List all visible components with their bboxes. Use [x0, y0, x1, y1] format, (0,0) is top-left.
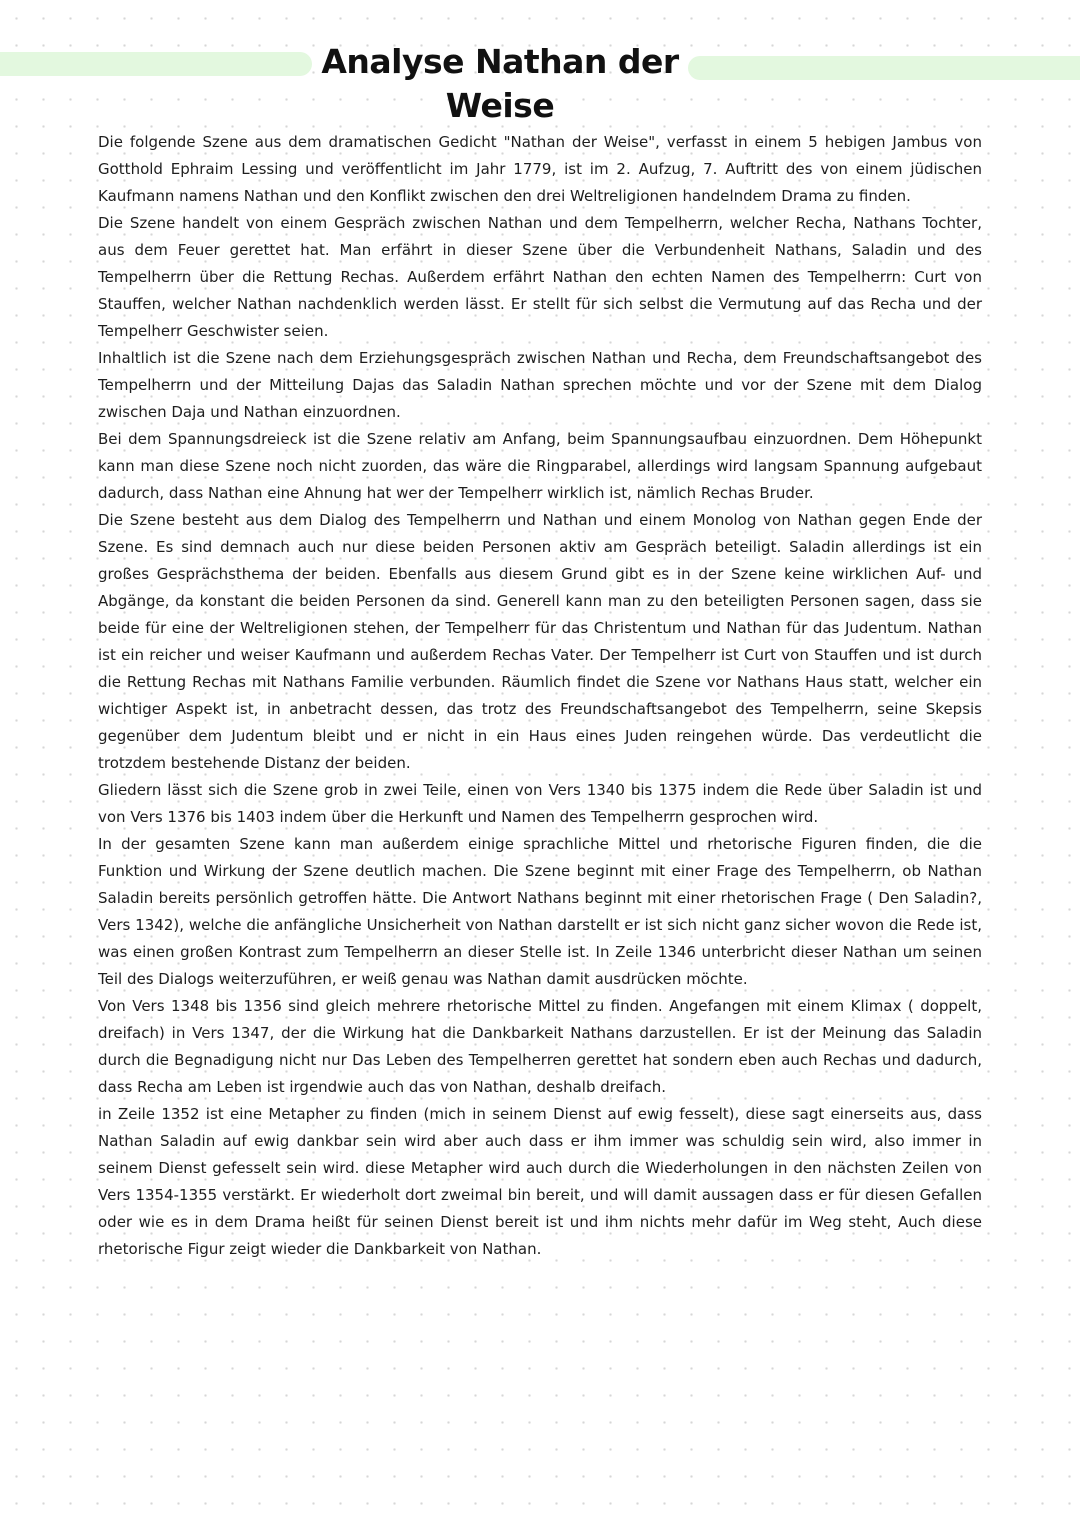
paragraph-rhetoric: In der gesamten Szene kann man außerdem einige sprachliche Mittel und rhetorische Figuren finden, die die Funktion und Wirkung der Szene deutlich machen. Die Szene beginnt mit einer Frage des Tempelherrn, ob Nathan Saladin bereits persönlich getroffen hätte. Die Antwort Nathans beginnt mit einer rhetorischen Frage ( Den Saladin?, Vers 1342), welche die anfängliche Unsicherheit von Nathan darstellt er ist sich nicht ganz sicher wovon die Rede ist, was einen großen Kontrast zum Tempelherrn an dieser Stelle ist. In Zeile 1346 unterbricht dieser Nathan um seinen Teil des Dialogs weiterzuführen, er weiß genau was Nathan damit ausdrücken möchte. [98, 835, 982, 988]
paragraph-introduction: Die folgende Szene aus dem dramatischen Gedicht "Nathan der Weise", verfasst in einem 5 hebigen Jambus von Gotthold Ephraim Lessing und veröffentlicht im Jahr 1779, ist im 2. Aufzug, 7. Auftritt des von einem jüdischen Kaufmann namens Nathan und den Konflikt zwischen den drei Weltreligionen handelndem Drama zu finden. [98, 133, 982, 205]
title-highlight-left [0, 52, 312, 76]
paragraph-characters: Die Szene besteht aus dem Dialog des Tempelherrn und Nathan und einem Monolog von Nathan gegen Ende der Szene. Es sind demnach auch nur diese beiden Personen aktiv am Gespräch beteiligt. Saladin allerdings ist ein großes Gesprächsthema der beiden. Ebenfalls aus diesem Grund gibt es in der Szene keine wirklichen Auf- und Abgänge, da konstant die beiden Personen da sind. Generell kann man zu den beteiligten Personen sagen, dass sie beide für eine der Weltreligionen stehen, der Tempelherr für das Christentum und Nathan für das Judentum. Nathan ist ein reicher und weiser Kaufmann und außerdem Rechas Vater. Der Tempelherr ist Curt von Stauffen und ist durch die Rettung Rechas mit Nathans Familie verbunden. Räumlich findet die Szene vor Nathans Haus statt, welcher ein wichtiger Aspekt ist, in anbetracht dessen, das trotz des Freundschaftsangebot des Tempelherrn, seine Skepsis gegenüber dem Judentum bleibt und er nicht in ein Haus eines Juden reingehen würde. Das verdeutlicht die trotzdem bestehende Distanz der beiden. [98, 511, 982, 772]
page-title: Analyse Nathan der Weise [321, 42, 679, 125]
title-banner [0, 40, 1080, 125]
paragraph-tension: Bei dem Spannungsdreieck ist die Szene relativ am Anfang, beim Spannungsaufbau einzuordnen. Dem Höhepunkt kann man diese Szene noch nicht zuorden, das wäre die Ringparabel, allerdings wird langsam Spannung aufgebaut dadurch, dass Nathan eine Ahnung hat wer der Tempelherr wirklich ist, nämlich Rechas Bruder. [98, 430, 982, 502]
paragraph-summary: Die Szene handelt von einem Gespräch zwischen Nathan und dem Tempelherrn, welcher Recha, Nathans Tochter, aus dem Feuer gerettet hat. Man erfährt in dieser Szene über die Verbundenheit Nathans, Saladin und des Tempelherrn über die Rettung Rechas. Außerdem erfährt Nathan den echten Namen des Tempelherrn: Curt von Stauffen, welcher Nathan nachdenklich werden lässt. Er stellt für sich selbst die Vermutung auf das Recha und der Tempelherr Geschwister seien. [98, 214, 982, 340]
paragraph-context: Inhaltlich ist die Szene nach dem Erziehungsgespräch zwischen Nathan und Recha, dem Freundschaftsangebot des Tempelherrn und der Mitteilung Dajas das Saladin Nathan sprechen möchte und vor der Szene mit dem Dialog zwischen Daja und Nathan einzuordnen. [98, 349, 982, 421]
paragraph-structure: Gliedern lässt sich die Szene grob in zwei Teile, einen von Vers 1340 bis 1375 indem die Rede über Saladin ist und von Vers 1376 bis 1403 indem über die Herkunft und Namen des Tempelherrn gesprochen wird. [98, 781, 982, 826]
paragraph-climax: Von Vers 1348 bis 1356 sind gleich mehrere rhetorische Mittel zu finden. Angefangen mit einem Klimax ( doppelt, dreifach) in Vers 1347, der die Wirkung hat die Dankbarkeit Nathans darzustellen. Er ist der Meinung das Saladin durch die Begnadigung nicht nur Das Leben des Tempelherren gerettet hat sondern eben auch Rechas und dadurch, dass Recha am Leben ist irgendwie auch das von Nathan, deshalb dreifach. [98, 997, 982, 1096]
title-highlight-right [688, 56, 1080, 80]
paragraph-metaphor: in Zeile 1352 ist eine Metapher zu finden (mich in seinem Dienst auf ewig fesselt), diese sagt einerseits aus, dass Nathan Saladin auf ewig dankbar sein wird aber auch dass er ihm immer was schuldig sein wird, also immer in seinem Dienst gefesselt sein wird. diese Metapher wird auch durch die Wiederholungen in den nächsten Zeilen von Vers 1354-1355 verstärkt. Er wiederholt dort zweimal bin bereit, und will damit aussagen dass er für diesen Gefallen oder wie es in dem Drama heißt für seinen Dienst bereit ist und ihm nichts mehr dafür im Weg steht, Auch diese rhetorische Figur zeigt wieder die Dankbarkeit von Nathan. [98, 1105, 982, 1258]
essay-body [98, 129, 982, 1263]
